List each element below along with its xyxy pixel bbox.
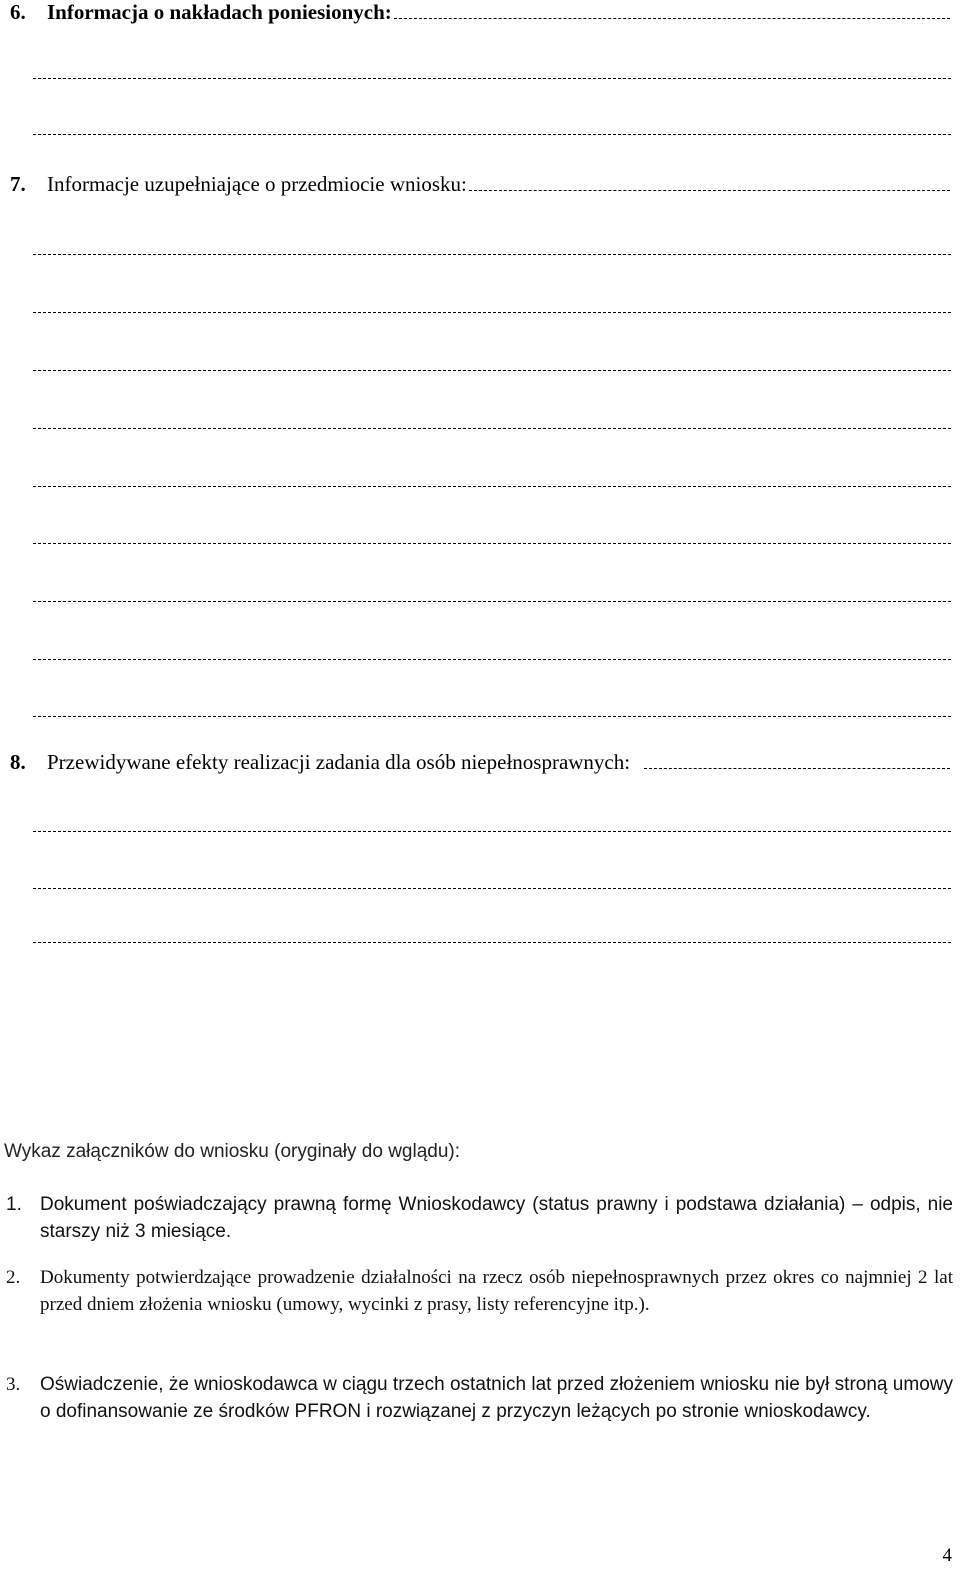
fill-line[interactable]	[33, 543, 951, 544]
section-6-heading	[10, 0, 950, 25]
fill-line[interactable]	[33, 831, 951, 832]
item-text: Oświadczenie, że wnioskodawca w ciągu trzech ostatnich lat przed złożeniem wniosku nie był stroną umowy o dofinansowanie ze środków PFRON i rozwiązanej z przyczyn leżących po stronie wnioskodawcy.	[40, 1374, 953, 1422]
section-number: 6.	[10, 0, 26, 24]
fill-line[interactable]	[33, 888, 951, 889]
attachment-item-3	[6, 1371, 953, 1425]
fill-line[interactable]	[33, 942, 951, 943]
attachments-title: Wykaz załączników do wniosku (oryginały do wglądu):	[4, 1141, 461, 1162]
fill-line[interactable]	[644, 767, 950, 769]
fill-line[interactable]	[33, 254, 951, 255]
section-8-heading	[10, 750, 950, 775]
page-number: 4	[942, 1545, 952, 1566]
attachment-item-1	[6, 1191, 953, 1245]
section-title: Informacja o nakładach poniesionych:	[47, 0, 392, 24]
fill-line[interactable]	[469, 189, 950, 191]
item-text: Dokument poświadczający prawną formę Wnioskodawcy (status prawny i podstawa działania) – odpis, nie starszy niż 3 miesiące.	[40, 1194, 953, 1242]
fill-line[interactable]	[33, 370, 951, 371]
attachment-item-2	[6, 1264, 953, 1318]
fill-line[interactable]	[33, 659, 951, 660]
fill-line[interactable]	[33, 486, 951, 487]
section-title: Informacje uzupełniające o przedmiocie wniosku:	[47, 172, 467, 196]
fill-line[interactable]	[33, 312, 951, 313]
fill-line[interactable]	[33, 78, 951, 79]
item-number: 3.	[6, 1374, 21, 1395]
fill-line[interactable]	[33, 716, 951, 717]
fill-line[interactable]	[394, 17, 950, 19]
section-number: 7.	[10, 172, 26, 196]
fill-line[interactable]	[33, 601, 951, 602]
item-number: 2.	[6, 1267, 21, 1288]
item-text: Dokumenty potwierdzające prowadzenie działalności na rzecz osób niepełnosprawnych przez okres co najmniej 2 lat przed dniem złożenia wniosku (umowy, wycinki z prasy, listy referencyjne itp.).	[40, 1267, 953, 1315]
section-title: Przewidywane efekty realizacji zadania dla osób niepełnosprawnych:	[47, 750, 631, 774]
fill-line[interactable]	[33, 134, 951, 135]
item-number: 1.	[6, 1194, 22, 1215]
section-7-heading	[10, 172, 950, 197]
section-number: 8.	[10, 750, 26, 774]
fill-line[interactable]	[33, 428, 951, 429]
